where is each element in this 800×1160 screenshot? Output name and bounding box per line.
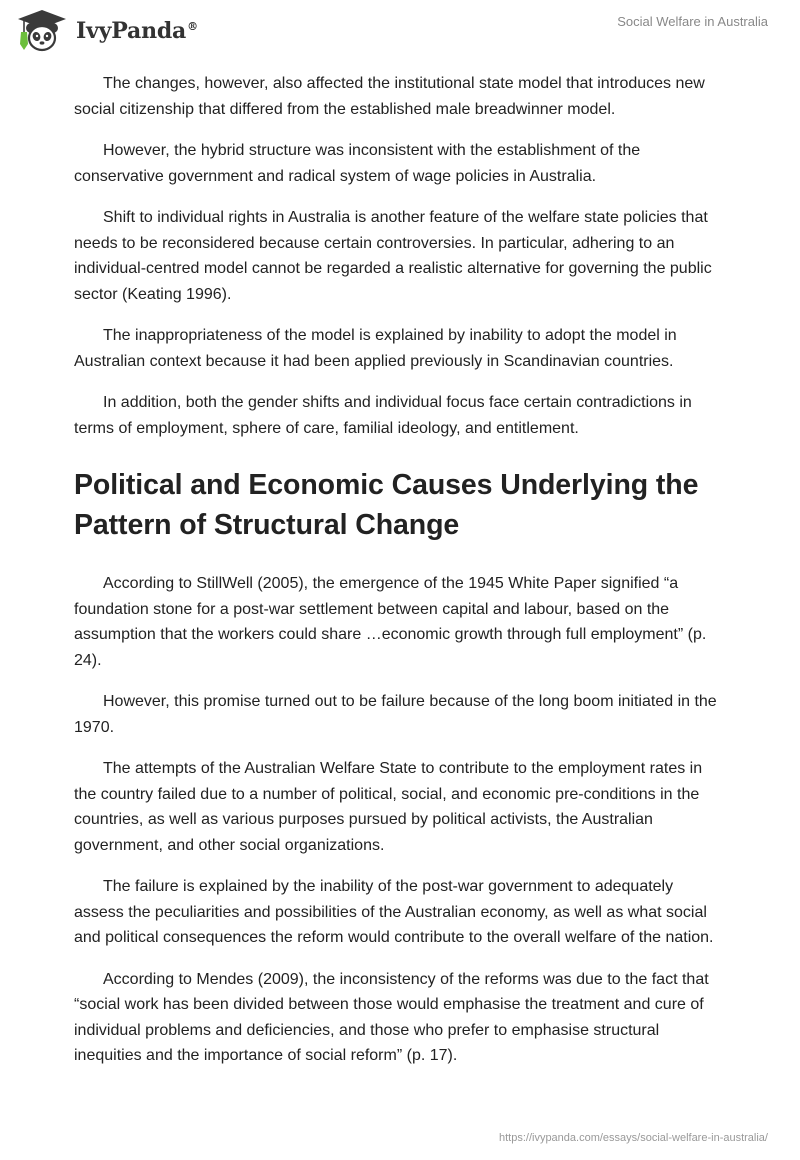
paragraph: The attempts of the Australian Welfare State to contribute to the employment rates in the country failed due to a number of political, social, and economic pre-conditions in the countries, as well as various purposes pursued by political activists, the Australian government, and other social organizations. xyxy=(74,760,703,854)
paragraph: Shift to individual rights in Australia is another feature of the welfare state policies that needs to be reconsidered because certain controversies. In particular, adhering to an individual-centred model cannot be regarded a realistic alternative for governing the public sector (Keating 1996). xyxy=(74,209,712,303)
panda-logo-icon xyxy=(14,8,70,54)
paragraph: The changes, however, also affected the institutional state model that introduces new social citizenship that differed from the established male breadwinner model. xyxy=(74,75,705,118)
paragraph: In addition, both the gender shifts and individual focus face certain contradictions in terms of employment, sphere of care, familial ideology, and entitlement. xyxy=(74,394,692,437)
paragraph: However, the hybrid structure was inconsistent with the establishment of the conservative government and radical system of wage policies in Australia. xyxy=(74,142,641,185)
paragraph: However, this promise turned out to be failure because of the long boom initiated in the 1970. xyxy=(74,693,717,736)
paragraph: The failure is explained by the inability of the post-war government to adequately assess the peculiarities and possibilities of the Australian economy, as well as what social and political consequences the reform would contribute to the overall welfare of the nation. xyxy=(74,878,714,946)
source-url[interactable]: https://ivypanda.com/essays/social-welfare-in-australia/ xyxy=(498,1132,768,1144)
paragraph: According to StillWell (2005), the emergence of the 1945 White Paper signified “a foundation stone for a post-war settlement between capital and labour, based on the assumption that the workers could share …economic growth through full employment” (p. 24). xyxy=(74,575,707,669)
brand-name: IvyPanda® xyxy=(76,18,198,44)
section-heading: Political and Economic Causes Underlying the Pattern of Structural Change xyxy=(74,469,699,541)
paragraph: According to Mendes (2009), the inconsistency of the reforms was due to the fact that “social work has been divided between those would emphasise the treatment and cure of individual problems and deficiencies, and those who prefer to emphasise structural inequities and the importance of social reform” (p. 17). xyxy=(74,970,709,1064)
page-header xyxy=(0,0,800,60)
brand-logo[interactable] xyxy=(14,8,198,54)
paragraph: The inappropriateness of the model is explained by inability to adopt the model in Australian context because it had been applied previously in Scandinavian countries. xyxy=(74,327,677,370)
essay-body xyxy=(74,71,726,1085)
document-title: Social Welfare in Australia xyxy=(617,14,768,29)
